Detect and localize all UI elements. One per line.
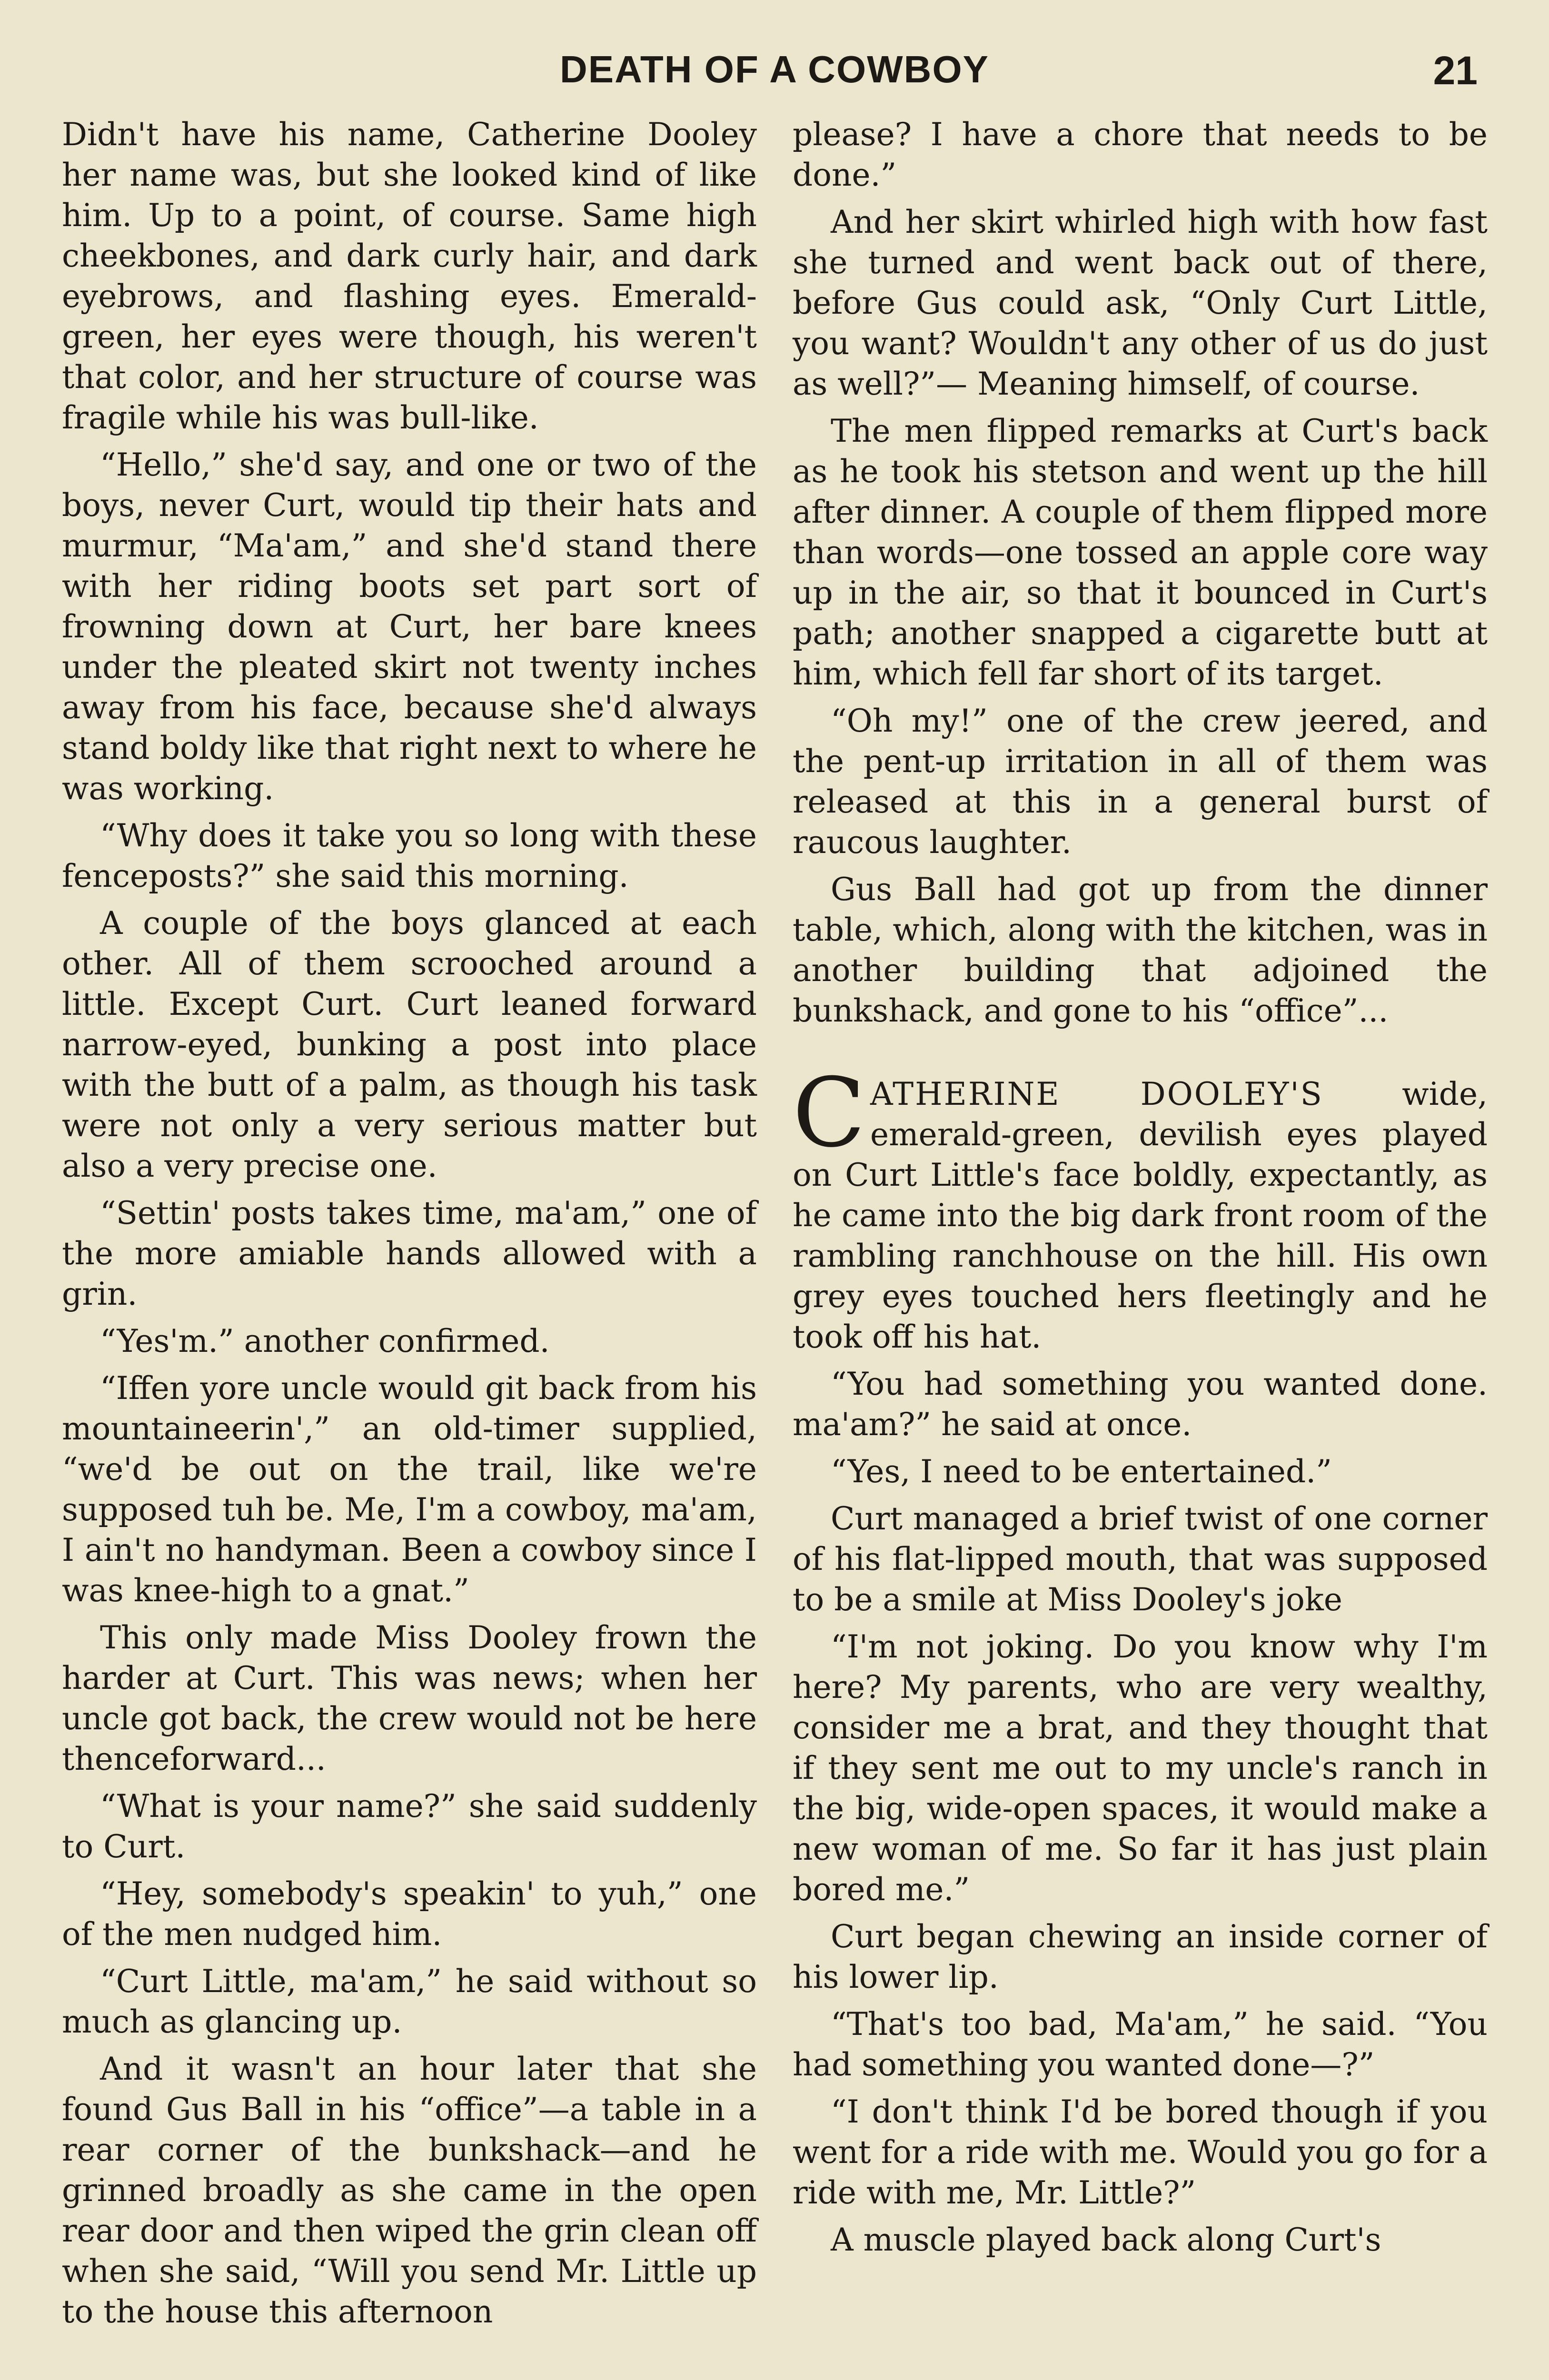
paragraph: please? I have a chore that needs to be done.” (793, 116, 1488, 193)
paragraph: “Curt Little, ma'am,” he said without so much as glancing up. (62, 1963, 757, 2040)
paragraph: “What is your name?” she said suddenly to Curt. (62, 1788, 757, 1865)
drop-cap: C (793, 1058, 866, 1169)
paragraph: And her skirt whirled high with how fast she turned and went back out of there, before Gus could ask, “Only Curt Little, you want? Wouldn't any other of us do just as well?”— Meaning himself, of course. (793, 204, 1488, 402)
paragraph: “Why does it take you so long with these fenceposts?” she said this morning. (62, 817, 757, 894)
section-opening-paragraph (793, 1058, 1488, 1357)
paragraph: Curt managed a brief twist of one corner of his flat-lipped mouth, that was supposed to be a smile at Miss Dooley's joke (793, 1500, 1488, 1618)
paragraph: This only made Miss Dooley frown the harder at Curt. This was news; when her uncle got back, the crew would not be here thenceforward... (62, 1619, 757, 1777)
paragraph: “Hey, somebody's speakin' to yuh,” one of the men nudged him. (62, 1875, 757, 1953)
left-column (62, 114, 757, 2339)
paragraph: “That's too bad, Ma'am,” he said. “You had something you wanted done—?” (793, 2006, 1488, 2083)
paragraph: “Oh my!” one of the crew jeered, and the pent-up irritation in all of them was released at this in a general burst of raucous laughter. (793, 703, 1488, 861)
lead-in-caps: ATHERINE DOOLEY'S (870, 1076, 1323, 1112)
paragraph: “Yes'm.” another confirmed. (100, 1323, 550, 1359)
paragraph: “Iffen yore uncle would git back from his mountaineerin',” an old-timer supplied, “we'd be out on the trail, like we're supposed tuh be. Me, I'm a cowboy, ma'am, I ain't no handyman. Been a cowboy since I was knee-high to a gnat.” (62, 1370, 757, 1609)
right-column (793, 114, 1488, 2267)
page-header (0, 48, 1549, 109)
paragraph: “I'm not joking. Do you know why I'm here? My parents, who are very wealthy, consider me a brat, and they thought that if they sent me out to my uncle's ranch in the big, wide-open spaces, it would make a new woman of me. So far it has just plain bored me.” (793, 1628, 1488, 1908)
paragraph: “Yes, I need to be entertained.” (831, 1453, 1332, 1490)
running-title: DEATH OF A COWBOY (559, 48, 990, 90)
paragraph: A muscle played back along Curt's (831, 2221, 1381, 2258)
paragraph: “Hello,” she'd say, and one or two of the boys, never Curt, would tip their hats and murmur, “Ma'am,” and she'd stand there with her riding boots set part sort of frowning down at Curt, her bare knees under the pleated skirt not twenty inches away from his face, because she'd always stand boldy like that right next to where he was working. (62, 446, 757, 807)
paragraph: “Settin' posts takes time, ma'am,” one of the more amiable hands allowed with a grin. (62, 1195, 757, 1312)
paragraph: Didn't have his name, Catherine Dooley her name was, but she looked kind of like him. Up to a point, of course. Same high cheekbones, and dark curly hair, and dark eyebrows, and flashing eyes. Emerald-green, her eyes were though, his weren't that color, and her structure of course was fragile while his was bull-like. (62, 116, 757, 436)
paragraph: And it wasn't an hour later that she found Gus Ball in his “office”—a table in a rear corner of the bunkshack—and he grinned broadly as she came in the open rear door and then wiped the grin clean off when she said, “Will you send Mr. Little up to the house this afternoon (62, 2051, 757, 2330)
paragraph: “You had something you wanted done. ma'am?” he said at once. (793, 1366, 1488, 1443)
page-number: 21 (1433, 48, 1478, 93)
paragraph: The men flipped remarks at Curt's back as he took his stetson and went up the hill after dinner. A couple of them flipped more than words—one tossed an apple core way up in the air, so that it bounced in Curt's path; another snapped a cigarette butt at him, which fell far short of its target. (793, 413, 1488, 692)
section-opening-text: wide, emerald-green, devilish eyes played on Curt Little's face boldly, expectantly, as he came into the big dark front room of the rambling ranchhouse on the hill. His own grey eyes touched hers fleetingly and he took off his hat. (793, 1076, 1488, 1355)
paragraph: Gus Ball had got up from the dinner table, which, along with the kitchen, was in another building that adjoined the bunkshack, and gone to his “office”... (793, 871, 1488, 1029)
paragraph: “I don't think I'd be bored though if you went for a ride with me. Would you go for a ride with me, Mr. Little?” (793, 2093, 1488, 2211)
paragraph: A couple of the boys glanced at each other. All of them scrooched around a little. Except Curt. Curt leaned forward narrow-eyed, bunking a post into place with the butt of a palm, as though his task were not only a very serious matter but also a very precise one. (62, 905, 757, 1184)
paragraph: Curt began chewing an inside corner of his lower lip. (793, 1918, 1488, 1995)
